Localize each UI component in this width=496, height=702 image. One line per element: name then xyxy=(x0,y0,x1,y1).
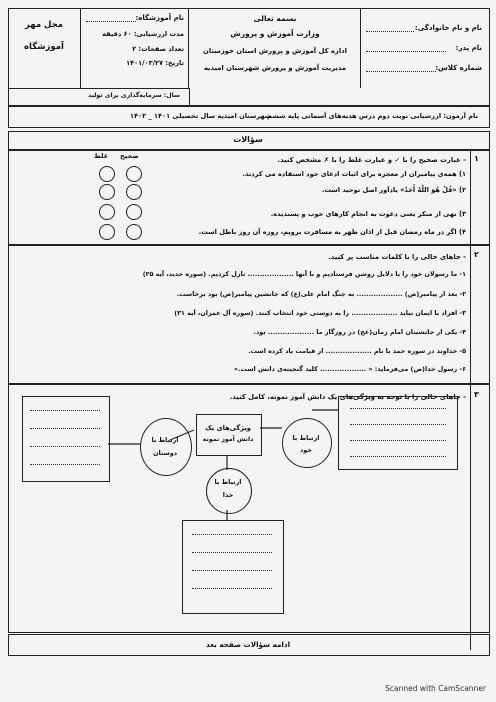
center-concept-box xyxy=(196,414,262,456)
page-count: تعداد صفحات: ۲ xyxy=(132,45,184,53)
class-number-label: شماره کلاس: xyxy=(435,64,482,72)
student-name-label: نام و نام خانوادگی: xyxy=(414,24,482,32)
question-3-instruction: - جاهای خالی را با توجه به ویژگی‌های یک دانش آموز نمونه، کامل کنید. xyxy=(229,393,466,401)
question-1-instruction: - عبارت صحیح را با ✓ و عبارت غلط را با ✗ مشخص کنید. xyxy=(277,156,466,164)
q1-item-2: ۲) «قُلْ هُوَ اللّٰهُ أَحَدٌ» یادآور اصل توحید است. xyxy=(321,186,466,194)
q2-item-2: ۲- بعد از پیامبر(ص) ................... به جنگ امام علی(ع) که جانشین پیامبر(ص) بود برخاست. xyxy=(176,290,466,298)
bismillah: بسمه تعالی xyxy=(253,14,297,23)
q2-item-1: ۱- ما رسولان خود را با دلایل روشن فرستادیم و با آنها ................... نازل کردیم. (سوره حدید، آیه ۲۵) xyxy=(142,270,466,278)
center-concept-line2: دانش آموز نمونه xyxy=(202,436,254,443)
footer-continue-note: ادامه سؤالات صفحه بعد xyxy=(205,640,291,649)
relation-god-line1: ارتباط با xyxy=(214,478,242,486)
relation-god-line2: خدا xyxy=(222,491,234,499)
self-answer-line-4[interactable] xyxy=(350,456,446,457)
center-concept-line1: ویژگی‌های یک xyxy=(205,424,251,432)
school-name-label: نام آموزشگاه: xyxy=(135,14,184,22)
false-column-label: غلط xyxy=(94,152,109,160)
q2-item-3: ۳- افراد با ایمان نباید ................... را به دوستی خود انتخاب کنند. (سوره آل عمران، آیه ۳۱) xyxy=(174,309,466,317)
true-column-label: صحیح xyxy=(120,152,139,160)
relation-friends-line1: ارتباط با xyxy=(151,436,179,444)
god-answer-line-3[interactable] xyxy=(192,570,272,571)
friends-answer-box xyxy=(22,396,110,482)
q2-item-5: ۵- خداوند در سوره حمد با نام ................... از قیامت یاد کرده است. xyxy=(248,347,466,355)
question-3-number: ۳ xyxy=(474,390,479,399)
relation-self-line1: ارتباط با xyxy=(292,434,320,442)
self-answer-line-3[interactable] xyxy=(350,440,446,441)
question-2-instruction: - جاهای خالی را با کلمات مناسب پر کنید. xyxy=(328,253,466,261)
q1-item-3: ۳) نهی از منکر یعنی دعوت به انجام کارهای خوب و پسندیده. xyxy=(270,210,466,218)
scanner-watermark: Scanned with CamScanner xyxy=(385,684,486,693)
relation-friends-line2: دوستان xyxy=(153,449,177,457)
father-name-label: نام پدر: xyxy=(455,44,482,52)
self-answer-line-1[interactable] xyxy=(350,408,446,409)
relation-friends-ellipse xyxy=(140,418,192,476)
friends-answer-line-2[interactable] xyxy=(30,428,100,429)
exam-duration: مدت ارزشیابی: ۶۰ دقیقه xyxy=(102,30,184,38)
stamp-label-line1: محل مهر xyxy=(24,20,64,30)
relation-self-line2: خود xyxy=(300,446,312,454)
exam-city-year: شهرستان امیدیه سال تحصیلی ۱۴۰۱ _ ۱۴۰۲ xyxy=(130,112,272,120)
friends-answer-line-1[interactable] xyxy=(30,410,100,411)
question-1-number: ۱ xyxy=(474,154,479,163)
self-answer-line-2[interactable] xyxy=(350,424,446,425)
q1-item-4: ۴) اگر در ماه رمضان قبل از اذان ظهر به مسافرت برویم، روزه آن روز باطل است. xyxy=(198,228,466,236)
god-answer-line-4[interactable] xyxy=(192,588,272,589)
exam-date: تاریخ: ۱۴۰۱/۰۳/۲۷ xyxy=(126,59,184,67)
friends-answer-line-4[interactable] xyxy=(30,464,100,465)
province-office: اداره کل آموزش و پرورش استان خوزستان xyxy=(203,47,347,55)
exam-title: نام آزمون: ارزشیابی نوبت دوم درس هدیه‌های آسمانی پایه ششم xyxy=(267,112,478,120)
ministry-name: وزارت آموزش و پرورش xyxy=(230,29,320,38)
relation-self-ellipse xyxy=(282,418,332,468)
friends-answer-line-3[interactable] xyxy=(30,446,100,447)
god-answer-line-2[interactable] xyxy=(192,552,272,553)
year-slogan: سال: سرمایه‌گذاری برای تولید xyxy=(88,92,180,99)
q2-item-6: ۶- رسول خدا(ص) می‌فرماید: « ................... کلید گنجینه‌ی دانش است.» xyxy=(233,365,466,373)
questions-title: سؤالات xyxy=(233,135,263,144)
q2-item-4: ۴- یکی از جانشینان امام زمان(عج) در روزگار ما ................... بود. xyxy=(253,328,466,336)
stamp-label-line2: آموزشگاه xyxy=(24,42,64,52)
god-answer-line-1[interactable] xyxy=(192,534,272,535)
q1-item-1: ۱) همه‌ی پیامبران از معجزه برای اثبات ادعای خود استفاده می کردند. xyxy=(242,170,466,178)
question-2-number: ۲ xyxy=(474,250,479,259)
county-office: مدیریت آموزش و پرورش شهرستان امیدیه xyxy=(203,64,347,72)
